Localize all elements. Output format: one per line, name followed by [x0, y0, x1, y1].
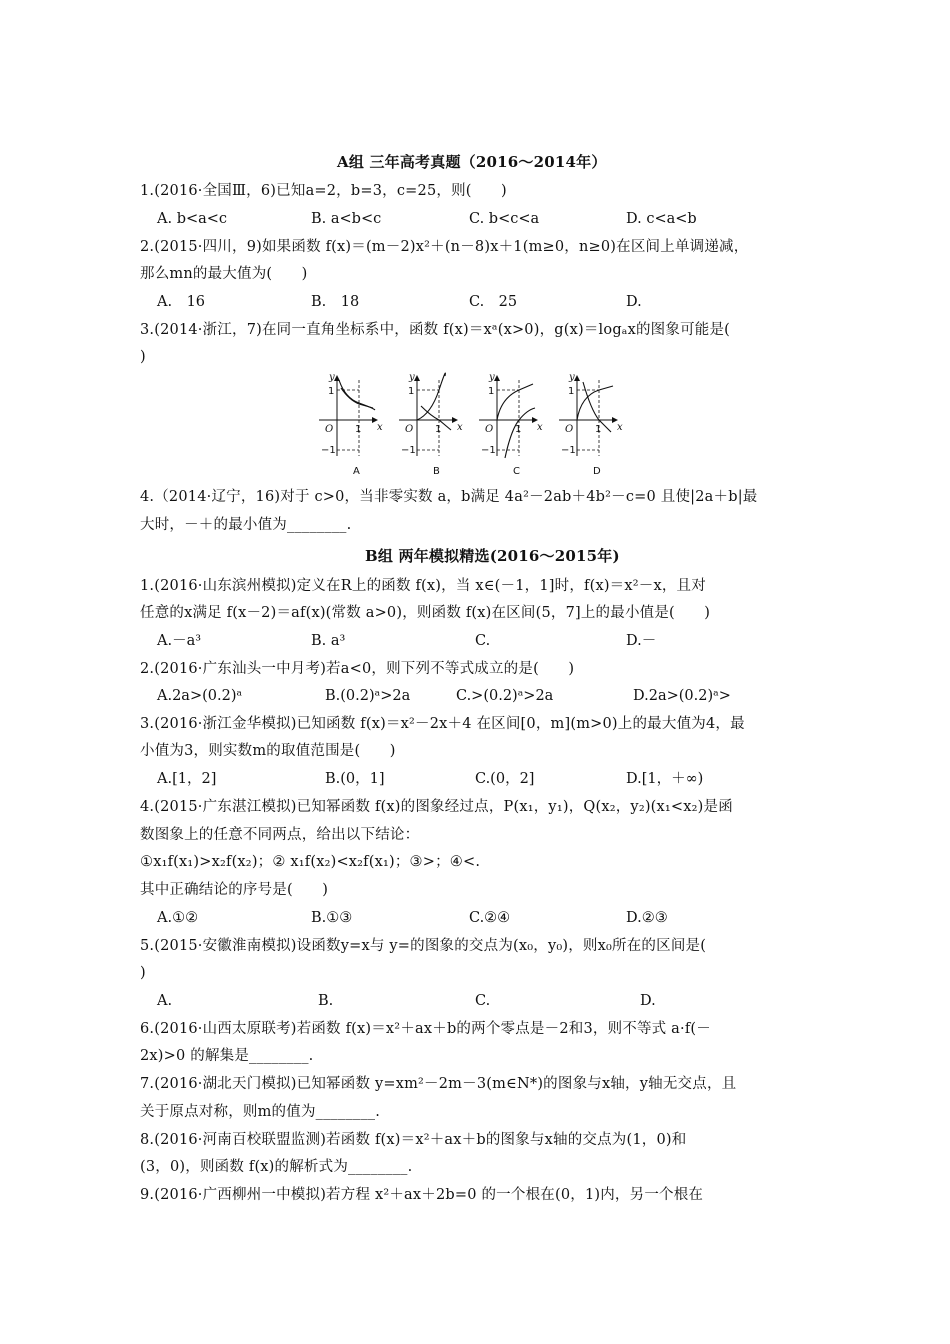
option-b3-b: B.(0，1] — [325, 771, 385, 787]
graph-panel-b — [399, 372, 463, 477]
question-b1: 1.(2016·山东滨州模拟)定义在R上的函数 f(x)，当 x∈(－1，1]时，f(x)＝x²－x，且对 — [140, 578, 706, 594]
option-b1-b: B. a³ — [311, 633, 346, 649]
question-a2: 2.(2015·四川，9)如果函数 f(x)＝(m－2)x²＋(n－8)x＋1(m≥0，n≥0)在区间上单调递减， — [140, 239, 749, 255]
graph-options-figure — [315, 370, 635, 482]
graph-d-caption: D — [593, 466, 601, 477]
question-b7-cont: 关于原点对称，则m的值为________. — [140, 1104, 381, 1120]
question-b6: 6.(2016·山西太原联考)若函数 f(x)＝x²＋ax＋b的两个零点是－2和3，则不等式 a·f(－ — [140, 1021, 711, 1037]
question-a3: 3.(2014·浙江，7)在同一直角坐标系中，函数 f(x)＝xᵃ(x>0)，g(x)＝logₐx的图象可能是( — [140, 322, 731, 338]
graph-b-x-label: x — [457, 422, 463, 433]
option-a1-c: C. b<c<a — [469, 211, 540, 227]
graph-b-neg-one-label: −1 — [401, 445, 416, 456]
graph-a-x-one-label: 1 — [355, 424, 362, 435]
graph-d-origin-label: O — [565, 424, 574, 435]
option-b3-d: D.[1，＋∞) — [626, 771, 704, 787]
graph-a-x-label: x — [377, 422, 383, 433]
option-b5-b: B. — [318, 993, 334, 1009]
graph-a-neg-one-label: −1 — [321, 445, 336, 456]
question-b4-cont: 数图象上的任意不同两点，给出以下结论： — [140, 827, 420, 843]
option-b2-b: B.(0.2)ᵃ>2a — [325, 688, 411, 704]
option-a2-a: A. 16 — [157, 294, 206, 310]
option-a1-a: A. b<a<c — [157, 211, 228, 227]
question-b3: 3.(2016·浙江金华模拟)已知函数 f(x)＝x²－2x＋4 在区间[0，m](m>0)上的最大值为4，最 — [140, 716, 745, 732]
graph-b-origin-label: O — [405, 424, 414, 435]
option-a1-b: B. a<b<c — [311, 211, 382, 227]
graph-c-x-one-label: 1 — [515, 424, 522, 435]
graph-panel-d — [559, 372, 623, 477]
option-b2-a: A.2a>(0.2)ᵃ — [157, 688, 243, 704]
graph-c-x-label: x — [537, 422, 543, 433]
question-a2-cont: 那么mn的最大值为( ) — [140, 266, 308, 282]
graph-c-neg-one-label: −1 — [481, 445, 496, 456]
option-b4-c: C.②④ — [469, 910, 511, 926]
graph-b-caption: B — [433, 466, 440, 477]
option-b1-d: D.－ — [626, 633, 657, 649]
option-b1-c: C. — [475, 633, 491, 649]
graph-c-one-label: 1 — [488, 386, 495, 397]
graph-d-one-label: 1 — [568, 386, 575, 397]
option-b4-d: D.②③ — [626, 910, 668, 926]
option-b3-a: A.[1，2] — [157, 771, 217, 787]
graph-panel-a — [319, 372, 383, 477]
option-b5-a: A. — [157, 993, 173, 1009]
option-b4-b: B.①③ — [311, 910, 353, 926]
graph-a-one-label: 1 — [328, 386, 335, 397]
graph-panel-c — [479, 372, 543, 477]
question-a1: 1.(2016·全国Ⅲ，6)已知a=2，b=3，c=25，则( ) — [140, 183, 507, 199]
graph-b-one-label: 1 — [408, 386, 415, 397]
question-b6-cont: 2x)>0 的解集是________. — [140, 1048, 314, 1064]
question-b4-prompt: 其中正确结论的序号是( ) — [140, 882, 329, 898]
question-a4: 4.（2014·辽宁，16)对于 c>0，当非零实数 a，b满足 4a²－2ab＋4b²－c=0 且使|2a＋b|最 — [140, 489, 758, 505]
option-a2-b: B. 18 — [311, 294, 360, 310]
graph-c-y-label: y — [489, 372, 495, 383]
question-a4-cont: 大时，－＋的最小值为________. — [140, 517, 352, 533]
question-b8-cont: (3，0)，则函数 f(x)的解析式为________. — [140, 1159, 413, 1175]
question-b4: 4.(2015·广东湛江模拟)已知幂函数 f(x)的图象经过点，P(x₁，y₁)，Q(x₂，y₂)(x₁<x₂)是函 — [140, 799, 733, 815]
option-a1-d: D. c<a<b — [626, 211, 697, 227]
graph-d-x-label: x — [617, 422, 623, 433]
graph-a-origin-label: O — [325, 424, 334, 435]
graph-c-origin-label: O — [485, 424, 494, 435]
question-b3-cont: 小值为3，则实数m的取值范围是( ) — [140, 743, 396, 759]
section-b-title: B组 两年模拟精选(2016～2015年) — [365, 547, 620, 565]
question-b5-cont: ) — [140, 965, 146, 981]
graph-a-caption: A — [353, 466, 360, 477]
question-b5: 5.(2015·安徽淮南模拟)设函数y=x与 y=的图象的交点为(x₀，y₀)，则x₀所在的区间是( — [140, 938, 707, 954]
option-a2-d: D. — [626, 294, 642, 310]
graph-a-y-label: y — [329, 372, 335, 383]
question-b9: 9.(2016·广西柳州一中模拟)若方程 x²＋ax＋2b=0 的一个根在(0，1)内，另一个根在 — [140, 1187, 704, 1203]
graph-d-neg-one-label: −1 — [561, 445, 576, 456]
option-b2-c: C.>(0.2)ᵃ>2a — [456, 688, 554, 704]
graph-d-y-label: y — [569, 372, 575, 383]
option-b1-a: A.－a³ — [157, 633, 202, 649]
graph-b-x-one-label: 1 — [435, 424, 442, 435]
section-a-title: A组 三年高考真题（2016～2014年） — [337, 153, 607, 171]
graph-c-caption: C — [513, 466, 520, 477]
graph-b-y-label: y — [409, 372, 415, 383]
question-b1-cont: 任意的x满足 f(x－2)＝af(x)(常数 a>0)，则函数 f(x)在区间(5，7]上的最小值是( ) — [140, 605, 711, 621]
option-a2-c: C. 25 — [469, 294, 518, 310]
option-b3-c: C.(0，2] — [475, 771, 535, 787]
option-b2-d: D.2a>(0.2)ᵃ> — [633, 688, 731, 704]
question-b7: 7.(2016·湖北天门模拟)已知幂函数 y=xm²－2m－3(m∈N*)的图象与x轴，y轴无交点，且 — [140, 1076, 737, 1092]
question-a3-cont: ) — [140, 349, 146, 365]
question-b8: 8.(2016·河南百校联盟监测)若函数 f(x)＝x²＋ax＋b的图象与x轴的交点为(1，0)和 — [140, 1132, 687, 1148]
question-b4-statements: ①x₁f(x₁)>x₂f(x₂)；② x₁f(x₂)<x₂f(x₁)；③>；④<. — [140, 854, 481, 870]
option-b5-d: D. — [640, 993, 656, 1009]
question-b2: 2.(2016·广东汕头一中月考)若a<0，则下列不等式成立的是( ) — [140, 661, 575, 677]
graph-d-x-one-label: 1 — [595, 424, 602, 435]
option-b5-c: C. — [475, 993, 491, 1009]
option-b4-a: A.①② — [157, 910, 199, 926]
